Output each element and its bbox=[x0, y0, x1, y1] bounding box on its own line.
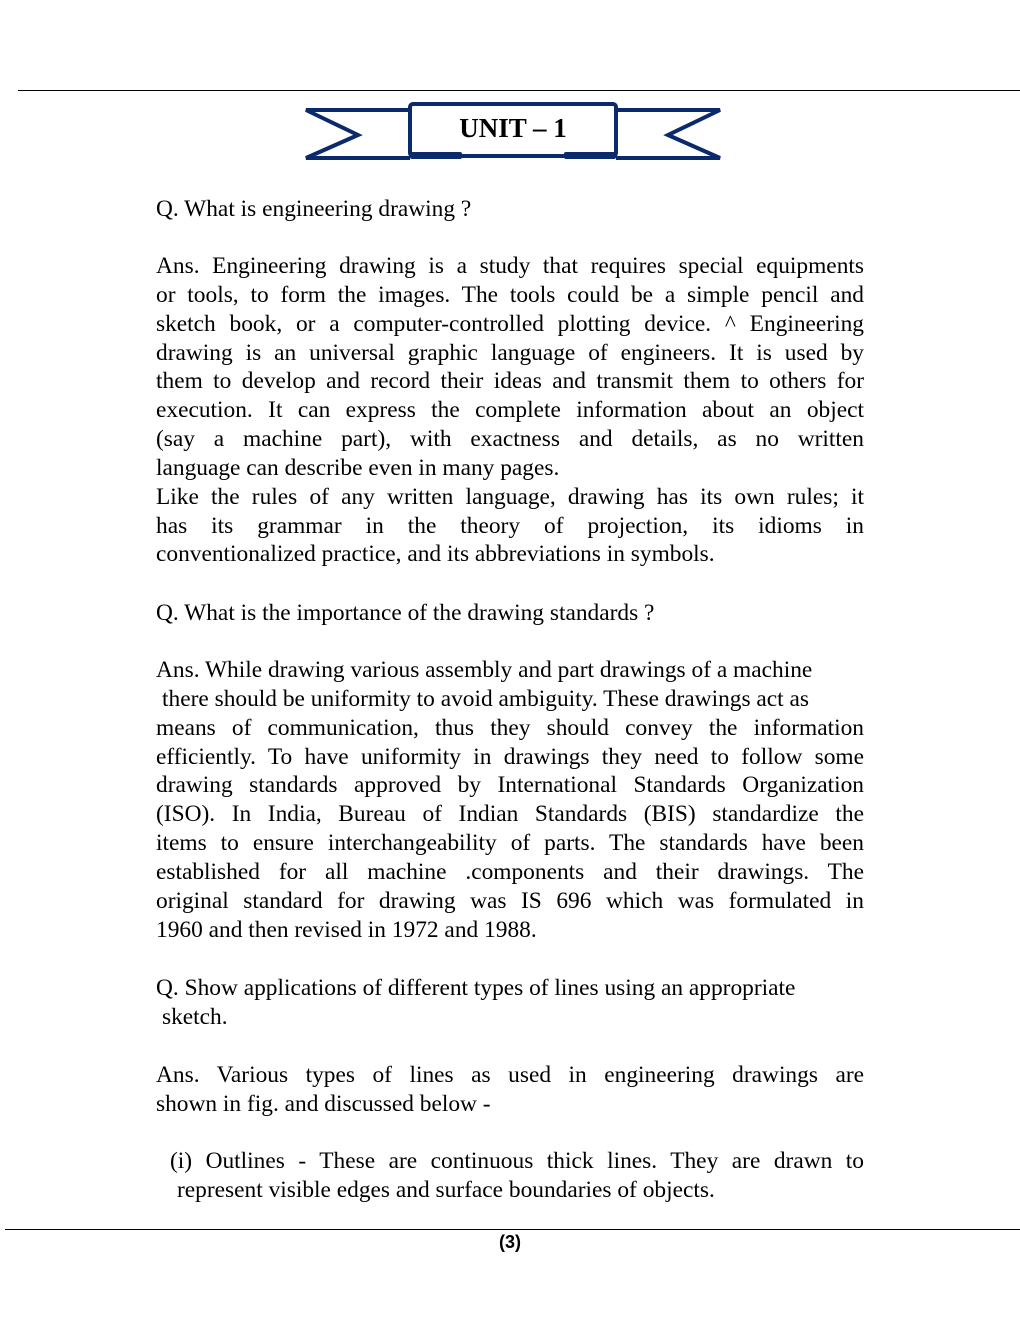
header-rule bbox=[18, 90, 1020, 91]
question-text: sketch. bbox=[162, 1003, 228, 1030]
answer-line: Like the rules of any written language, drawing has its own rules; it bbox=[156, 483, 864, 510]
answer-line: or tools, to form the images. The tools could be a simple pencil and bbox=[156, 281, 864, 308]
list-item-outlines bbox=[170, 1147, 864, 1205]
question-text: Q. Show applications of different types of lines using an appropriate bbox=[156, 975, 796, 1001]
question-1 bbox=[156, 195, 864, 224]
answer-2 bbox=[156, 656, 864, 944]
answer-line: shown in fig. and discussed below - bbox=[156, 1090, 491, 1117]
answer-line: execution. It can express the complete information about an object bbox=[156, 397, 864, 424]
answer-line: efficiently. To have uniformity in drawings they need to follow some bbox=[156, 743, 864, 770]
answer-line: there should be uniformity to avoid ambiguity. These drawings act as bbox=[162, 685, 809, 712]
question-text: Q. What is engineering drawing ? bbox=[156, 196, 472, 222]
question-2 bbox=[156, 599, 864, 628]
answer-line: (say a machine part), with exactness and details, as no written bbox=[156, 426, 864, 453]
question-3 bbox=[156, 974, 864, 1032]
answer-line: (ISO). In India, Bureau of Indian Standards (BIS) standardize the bbox=[156, 801, 864, 828]
answer-line: drawing standards approved by International Standards Organization bbox=[156, 772, 864, 799]
answer-line: them to develop and record their ideas and transmit them to others for bbox=[156, 368, 864, 395]
answer-line: sketch book, or a computer-controlled plotting device. ^ Engineering bbox=[156, 310, 864, 337]
answer-line: language can describe even in many pages. bbox=[156, 454, 560, 481]
answer-line: established for all machine .components and their drawings. The bbox=[156, 858, 864, 885]
answer-line: Ans. Various types of lines as used in engineering drawings are bbox=[156, 1062, 864, 1088]
answer-line: conventionalized practice, and its abbreviations in symbols. bbox=[156, 541, 715, 568]
page-number: (3) bbox=[499, 1232, 521, 1252]
answer-line: means of communication, thus they should convey the information bbox=[156, 714, 864, 741]
answer-3 bbox=[156, 1061, 864, 1119]
answer-line: 1960 and then revised in 1972 and 1988. bbox=[156, 916, 537, 943]
answer-line: Ans. Engineering drawing is a study that requires special equipments bbox=[156, 253, 864, 279]
answer-line: original standard for drawing was IS 696 which was formulated in bbox=[156, 887, 864, 914]
answer-1 bbox=[156, 252, 864, 569]
list-item-line: (i) Outlines - These are continuous thick lines. They are drawn to bbox=[170, 1148, 864, 1174]
answer-line: Ans. While drawing various assembly and part drawings of a machine bbox=[156, 657, 813, 683]
unit-title: UNIT – 1 bbox=[459, 113, 567, 143]
list-item-line: represent visible edges and surface boundaries of objects. bbox=[177, 1176, 715, 1203]
answer-line: items to ensure interchangeability of parts. The standards have been bbox=[156, 830, 864, 857]
answer-line: has its grammar in the theory of projection, its idioms in bbox=[156, 512, 864, 539]
question-text: Q. What is the importance of the drawing standards ? bbox=[156, 600, 655, 626]
answer-line: drawing is an universal graphic language of engineers. It is used by bbox=[156, 339, 864, 366]
